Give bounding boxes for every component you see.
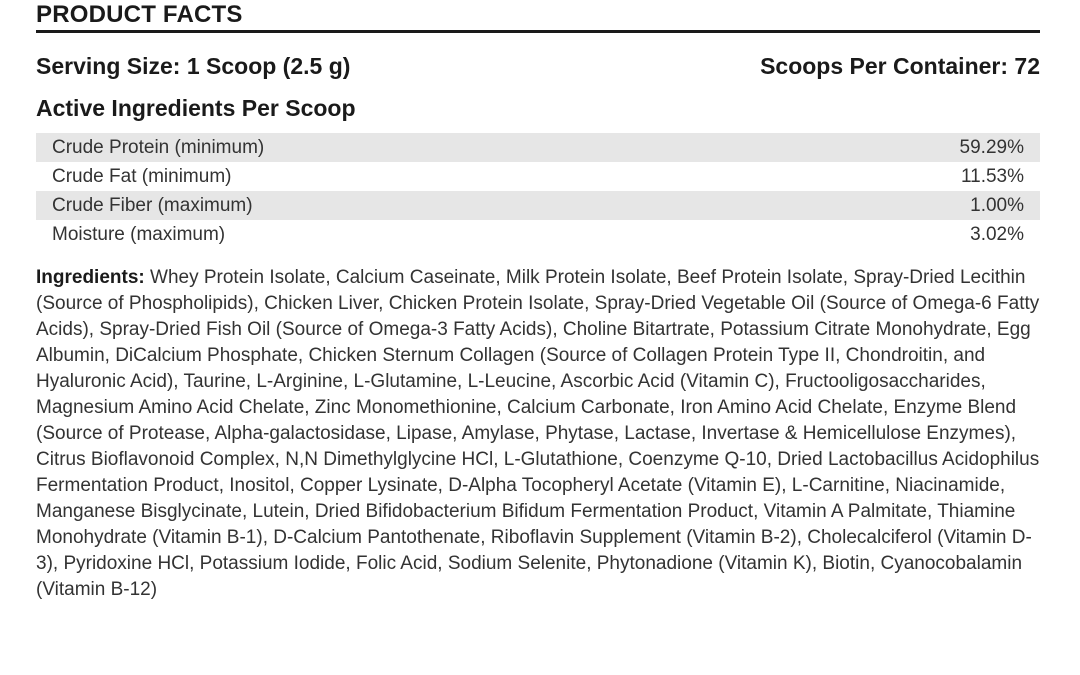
product-facts-panel bbox=[36, 0, 1040, 603]
table-row bbox=[36, 133, 1040, 162]
row-name: Crude Protein (minimum) bbox=[52, 137, 265, 158]
table-row bbox=[36, 191, 1040, 220]
facts-title: PRODUCT FACTS bbox=[36, 1, 243, 28]
table-row bbox=[36, 220, 1040, 249]
row-name: Moisture (maximum) bbox=[52, 224, 226, 245]
row-value: 59.29% bbox=[959, 137, 1024, 158]
active-ingredients-heading: Active Ingredients Per Scoop bbox=[36, 95, 356, 121]
scoops-per-container: Scoops Per Container: 72 bbox=[760, 53, 1040, 79]
row-value: 11.53% bbox=[960, 166, 1024, 187]
row-name: Crude Fiber (maximum) bbox=[52, 195, 253, 216]
title-divider bbox=[36, 30, 1040, 33]
ingredients-label: Ingredients: bbox=[36, 267, 145, 288]
serving-size: Serving Size: 1 Scoop (2.5 g) bbox=[36, 53, 351, 79]
ingredients-paragraph bbox=[36, 265, 1040, 603]
row-value: 3.02% bbox=[970, 224, 1024, 245]
serving-row bbox=[36, 51, 1040, 81]
row-name: Crude Fat (minimum) bbox=[52, 166, 232, 187]
active-ingredients-table bbox=[36, 133, 1040, 249]
table-row bbox=[36, 162, 1040, 191]
row-value: 1.00% bbox=[970, 195, 1024, 216]
ingredients-list: Whey Protein Isolate, Calcium Caseinate, Milk Protein Isolate, Beef Protein Isolate, Spray-Dried Lecithin (Source of Phospholipids), Chicken Liver, Chicken Protein Isolate, Spray-Dried Vegetable Oil (Source of Omega-6 Fatty Acids), Spray-Dried Fish Oil (Source of Omega-3 Fatty Acids), Choline Bitartrate, Potassium Citrate Monohydrate, Egg Albumin, DiCalcium Phosphate, Chicken Sternum Collagen (Source of Collagen Protein Type II, Chondroitin, and Hyaluronic Acid), Taurine, L-Arginine, L-Glutamine, L-Leucine, Ascorbic Acid (Vitamin C), Fructooligosaccharides, Magnesium Amino Acid Chelate, Zinc Monomethionine, Calcium Carbonate, Iron Amino Acid Chelate, Enzyme Blend (Source of Protease, Alpha-galactosidase, Lipase, Amylase, Phytase, Lactase, Invertase & Hemicellulose Enzymes), Citrus Bioflavonoid Complex, N,N Dimethylglycine HCl, L-Glutathione, Coenzyme Q-10, Dried Lactobacillus Acidophilus Fermentation Product, Inositol, Copper Lysinate, D-Alpha Tocopheryl Acetate (Vitamin E), L-Carnitine, Niacinamide, Manganese Bisglycinate, Lutein, Dried Bifidobacterium Bifidum Fermentation Product, Vitamin A Palmitate, Thiamine Monohydrate (Vitamin B-1), D-Calcium Pantothenate, Riboflavin Supplement (Vitamin B-2), Cholecalciferol (Vitamin D-3), Pyridoxine HCl, Potassium Iodide, Folic Acid, Sodium Selenite, Phytonadione (Vitamin K), Biotin, Cyanocobalamin (Vitamin B-12) bbox=[36, 267, 1040, 600]
